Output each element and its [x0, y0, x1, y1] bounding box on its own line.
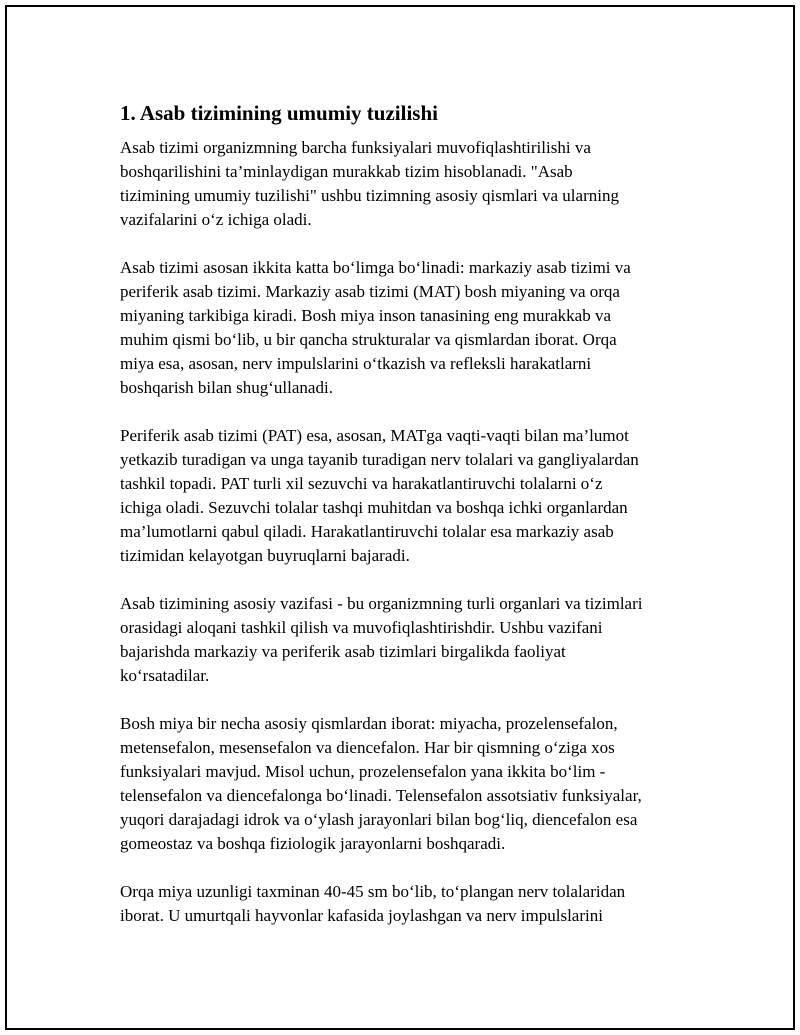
- page-frame: [5, 5, 795, 1030]
- paragraph-2: Asab tizimi asosan ikkita katta bo‘limga bo‘linadi: markaziy asab tizimi va periferik asab tizimi. Markaziy asab tizimi (MAT) bosh miyaning va orqa miyaning tarkibiga kiradi. Bosh miya inson tanasining eng murakkab va muhim qismi bo‘lib, u bir qancha strukturalar va qismlardan iborat. Orqa miya esa, asosan, nerv impulslarini o‘tkazish va refleksli harakatlarni boshqarish bilan shug‘ullanadi.: [120, 258, 631, 397]
- paragraph-5: Bosh miya bir necha asosiy qismlardan iborat: miyacha, prozelensefalon, metensefalon, mesensefalon va diencefalon. Har bir qismning o‘ziga xos funksiyalari mavjud. Misol uchun, prozelensefalon yana ikkita bo‘lim - telensefalon va diencefalonga bo‘linadi. Telensefalon assotsiativ funksiyalar, yuqori darajadagi idrok va o‘ylash jarayonlari bilan bog‘liq, diencefalon esa gomeostaz va boshqa fiziologik jarayonlarni boshqaradi.: [120, 714, 642, 853]
- paragraph-3: Periferik asab tizimi (PAT) esa, asosan, MATga vaqti-vaqti bilan ma’lumot yetkazib turadigan va unga tayanib turadigan nerv tolalari va gangliyalardan tashkil topadi. PAT turli xil sezuvchi va harakatlantiruvchi tolalarni o‘z ichiga oladi. Sezuvchi tolalar tashqi muhitdan va boshqa ichki organlardan ma’lumotlarni qabul qiladi. Harakatlantiruvchi tolalar esa markaziy asab tizimidan kelayotgan buyruqlarni bajaradi.: [120, 426, 639, 565]
- document-body: [120, 99, 700, 952]
- paragraph-6: Orqa miya uzunligi taxminan 40-45 sm bo‘lib, to‘plangan nerv tolalaridan iborat. U umurtqali hayvonlar kafasida joylashgan va nerv impulslarini: [120, 882, 626, 925]
- section-heading: 1. Asab tizimining umumiy tuzilishi: [120, 101, 438, 125]
- paragraph-4: Asab tizimining asosiy vazifasi - bu organizmning turli organlari va tizimlari orasidagi aloqani tashkil qilish va muvofiqlashtirishdir. Ushbu vazifani bajarishda markaziy va periferik asab tizimlari birgalikda faoliyat ko‘rsatadilar.: [120, 594, 643, 685]
- paragraph-1: Asab tizimi organizmning barcha funksiyalari muvofiqlashtirilishi va boshqarilishini ta’minlaydigan murakkab tizim hisoblanadi. "Asab tizimining umumiy tuzilishi" ushbu tizimning asosiy qismlari va ularning vazifalarini o‘z ichiga oladi.: [120, 138, 619, 229]
